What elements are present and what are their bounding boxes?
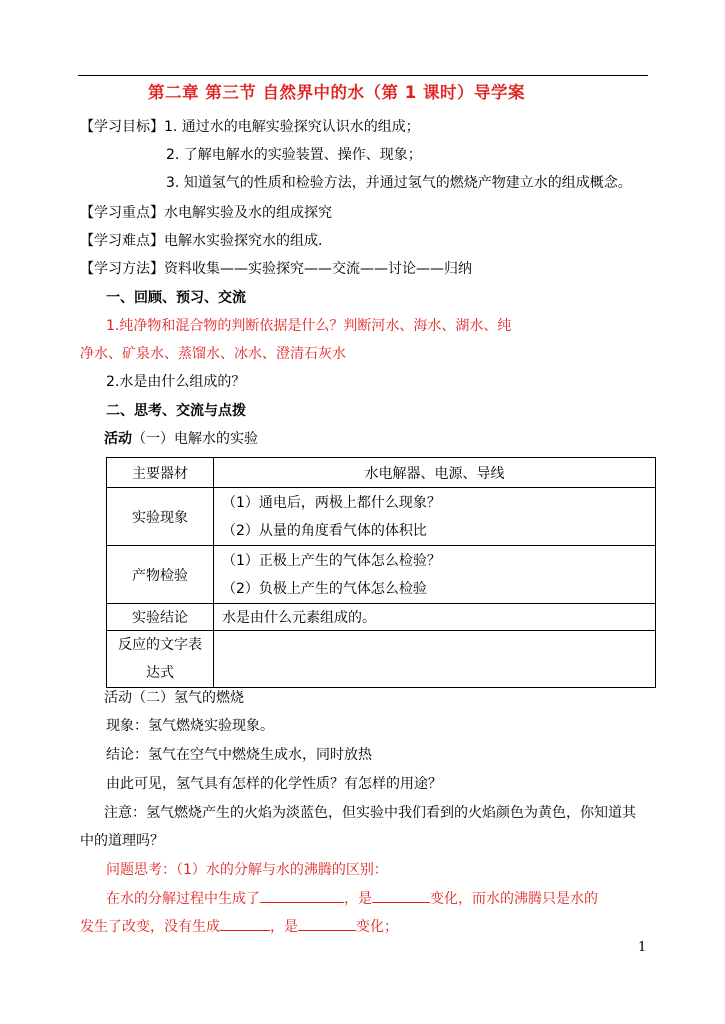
difficulty-row [80, 231, 322, 251]
table-row [107, 488, 656, 546]
activity-1-label: 活动 [104, 431, 132, 447]
conclusion-label: 实验结论 [107, 604, 214, 631]
answer-blank[interactable] [260, 888, 344, 903]
phenomenon-label: 实验现象 [107, 488, 214, 546]
conclusion-text: 结论：氢气在空气中燃烧生成水，同时放热 [106, 747, 372, 763]
header-rule [78, 75, 648, 76]
objective-item: 1. 通过水的电解实验探究认识水的组成； [164, 119, 420, 135]
section1-heading: 一、回顾、预习、交流 [106, 290, 246, 306]
problem-text: ，是 [270, 919, 298, 935]
equation-answer-cell[interactable] [214, 631, 656, 688]
note-line1: 注意：氢气燃烧产生的火焰为淡蓝色，但实验中我们看到的火焰颜色为黄色，你知道其 [104, 805, 636, 821]
activity-1-title [104, 429, 258, 449]
problem-line1: 问题思考：（1）水的分解与水的沸腾的区别： [106, 862, 388, 878]
objective-item: 3. 知道氢气的性质和检验方法，并通过氢气的燃烧产物建立水的组成概念。 [166, 175, 632, 191]
problem-text: 变化，而水的沸腾只是水的 [430, 891, 598, 907]
method-label: 【学习方法】 [80, 261, 164, 277]
product-test-item: （1）正极上产生的气体怎么检验？ [222, 552, 441, 569]
answer-blank[interactable] [298, 916, 356, 931]
activity-1-text: （一）电解水的实验 [132, 431, 258, 447]
equation-label-line: 反应的文字表 [118, 637, 202, 653]
focus-label: 【学习重点】 [80, 205, 164, 221]
product-test-item: （2）负极上产生的气体怎么检验 [222, 580, 427, 597]
page-title: 第二章 第三节 自然界中的水（第 1 课时）导学案 [148, 83, 525, 102]
conclusion-value: 水是由什么元素组成的。 [214, 604, 656, 631]
product-test-label: 产物检验 [107, 546, 214, 604]
objectives-row [80, 117, 420, 137]
phenomenon-item: （2）从量的角度看气体的体积比 [222, 522, 427, 539]
activity-2-title: 活动（二）氢气的燃烧 [104, 690, 244, 706]
objective-item: 2. 了解电解水的实验装置、操作、现象； [166, 147, 422, 163]
experiment-table [106, 457, 656, 688]
equation-label [107, 631, 214, 688]
problem-line3 [80, 916, 398, 937]
problem-text: 发生了改变，没有生成 [80, 919, 220, 935]
question-1-line1: 1.纯净物和混合物的判断依据是什么？判断河水、海水、湖水、纯 [106, 318, 512, 334]
note-line2: 中的道理吗？ [80, 833, 164, 849]
problem-line2 [106, 888, 598, 909]
question-2: 2.水是由什么组成的？ [106, 374, 246, 390]
table-row [107, 458, 656, 488]
product-test-cell [214, 546, 656, 604]
table-row [107, 546, 656, 604]
phenomenon-cell [214, 488, 656, 546]
problem-text: 在水的分解过程中生成了 [106, 891, 260, 907]
phenomenon-item: （1）通电后，两极上都什么现象？ [222, 494, 441, 511]
method-row [80, 259, 472, 279]
question-1-line2: 净水、矿泉水、蒸馏水、冰水、澄清石灰水 [80, 346, 346, 362]
method-text: 资料收集——实验探究——交流——讨论——归纳 [164, 261, 472, 277]
focus-row [80, 203, 332, 223]
table-row [107, 604, 656, 631]
objectives-label: 【学习目标】 [80, 119, 164, 135]
phenomenon-text: 现象：氢气燃烧实验现象。 [106, 718, 274, 734]
difficulty-text: 电解水实验探究水的组成. [164, 233, 323, 249]
page-number: 1 [638, 940, 647, 955]
problem-text: 变化； [356, 919, 398, 935]
answer-blank[interactable] [372, 888, 430, 903]
equipment-value: 水电解器、电源、导线 [214, 458, 656, 488]
difficulty-label: 【学习难点】 [80, 233, 164, 249]
section2-heading: 二、思考、交流与点拨 [106, 403, 246, 419]
problem-text: ，是 [344, 891, 372, 907]
answer-blank[interactable] [220, 916, 270, 931]
focus-text: 水电解实验及水的组成探究 [164, 205, 332, 221]
table-row [107, 631, 656, 688]
equation-label-line: 达式 [146, 665, 174, 681]
equipment-label: 主要器材 [107, 458, 214, 488]
question-text: 由此可见，氢气具有怎样的化学性质？有怎样的用途？ [106, 776, 442, 792]
